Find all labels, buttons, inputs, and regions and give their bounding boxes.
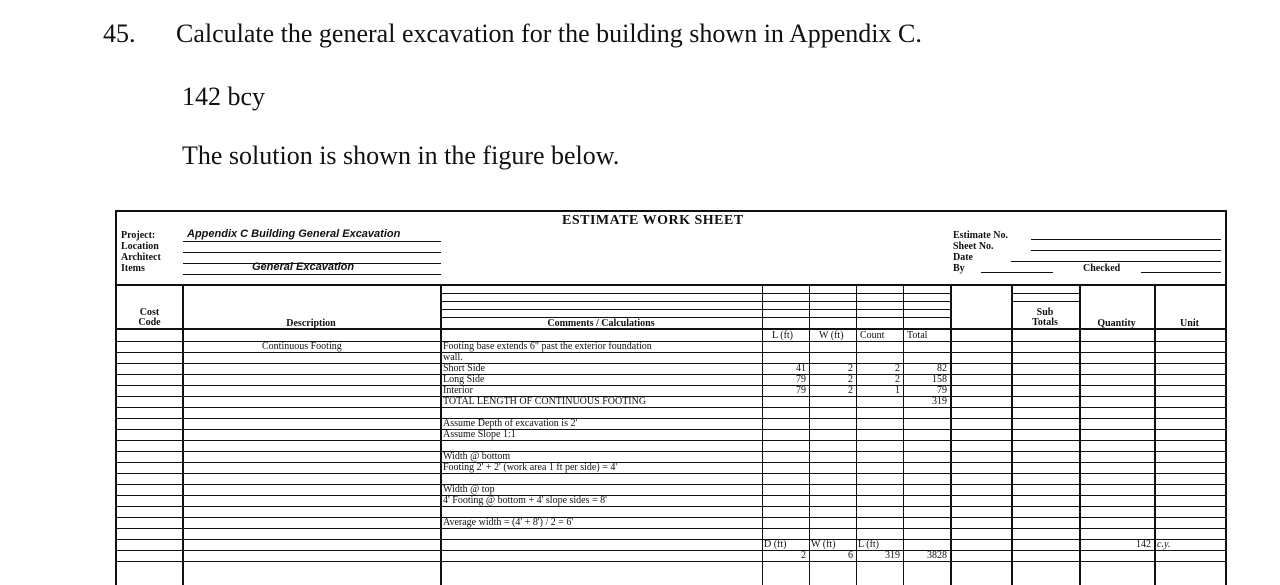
row-line <box>117 385 1225 386</box>
estimate-work-sheet <box>115 210 1227 585</box>
calc-cell-w: 2 <box>848 374 853 385</box>
comment-cell: Assume Slope 1:1 <box>443 429 516 440</box>
label-date: Date <box>953 252 973 263</box>
col-line-w <box>809 285 810 585</box>
row-line <box>117 396 1225 397</box>
comment-cell: Footing base extends 6" past the exterior foundation <box>443 341 652 352</box>
label-estimate-no: Estimate No. <box>953 230 1008 241</box>
comment-cell: TOTAL LENGTH OF CONTINUOUS FOOTING <box>443 396 647 407</box>
comment-cell: Long Side <box>443 374 485 385</box>
hdr-grid-line <box>440 309 950 310</box>
architect-underline <box>183 263 441 264</box>
row-line <box>117 352 1225 353</box>
label-project: Project: <box>121 230 156 241</box>
project-value: Appendix C Building General Excavation <box>187 228 401 240</box>
description-cell: Continuous Footing <box>262 341 342 352</box>
calc-cell-w: W (ft) <box>811 539 836 550</box>
col-line-subtotals <box>1011 285 1013 585</box>
calc-cell-count: 2 <box>895 363 900 374</box>
calc-header-count: Count <box>860 330 885 341</box>
estimate-no-line <box>1031 239 1221 240</box>
col-header-code: Code <box>138 317 161 328</box>
question-number: 45. <box>103 19 136 48</box>
row-line <box>117 407 1225 408</box>
comment-cell: wall. <box>443 352 463 363</box>
hdr-grid-line <box>440 301 950 302</box>
calc-cell-l: 41 <box>796 363 806 374</box>
sheet-title: ESTIMATE WORK SHEET <box>562 213 744 228</box>
label-location: Location <box>121 241 159 252</box>
col-line-l <box>762 285 763 585</box>
location-underline <box>183 252 441 253</box>
calc-cell-total: 158 <box>932 374 947 385</box>
col-line-unit <box>1154 285 1156 585</box>
calc-cell-w: 6 <box>848 550 853 561</box>
col-header-cost: Cost <box>139 307 160 318</box>
comment-cell: Short Side <box>443 363 485 374</box>
date-line <box>1011 261 1221 262</box>
calc-cell-total: 3828 <box>927 550 947 561</box>
result-quantity: 142 <box>1136 539 1151 550</box>
solution-note: The solution is shown in the figure below. <box>182 141 620 170</box>
comment-cell: Width @ bottom <box>443 451 511 462</box>
row-line <box>117 495 1225 496</box>
comment-cell: 4' Footing @ bottom + 4' slope sides = 8' <box>443 495 607 506</box>
calc-header-w: W (ft) <box>819 330 844 341</box>
checked-line <box>1141 272 1221 273</box>
row-line <box>117 561 1225 562</box>
col-header-quantity: Quantity <box>1097 318 1136 329</box>
calc-cell-l: D (ft) <box>764 539 787 550</box>
calc-header-l: L (ft) <box>772 330 794 341</box>
comment-cell: Interior <box>443 385 473 396</box>
calc-header-total: Total <box>907 330 928 341</box>
calc-cell-total: 79 <box>937 385 947 396</box>
calc-cell-w: 2 <box>848 385 853 396</box>
label-items: Items <box>121 263 145 274</box>
row-line <box>117 528 1225 529</box>
row-line <box>117 451 1225 452</box>
col-header-totals: Totals <box>1032 317 1058 328</box>
question-text: Calculate the general excavation for the building shown in Appendix C. <box>176 19 922 48</box>
label-by: By <box>953 263 965 274</box>
items-value: General Excavation <box>252 261 355 273</box>
row-line <box>117 363 1225 364</box>
row-line <box>117 473 1225 474</box>
result-unit: c.y. <box>1157 539 1171 550</box>
calc-cell-count: 319 <box>885 550 900 561</box>
calc-cell-l: 79 <box>796 374 806 385</box>
row-line <box>117 440 1225 441</box>
col-header-comments: Comments / Calculations <box>547 318 655 329</box>
calc-cell-total: 82 <box>937 363 947 374</box>
row-line <box>117 429 1225 430</box>
col-line-total <box>903 285 904 585</box>
col-line-desc <box>440 285 442 585</box>
comment-cell: Width @ top <box>443 484 495 495</box>
calc-cell-total: 319 <box>932 396 947 407</box>
col-header-unit: Unit <box>1180 318 1199 329</box>
row-line <box>117 506 1225 507</box>
calc-cell-count: L (ft) <box>858 539 880 550</box>
row-line <box>117 539 1225 540</box>
hdr-grid-line <box>440 293 950 294</box>
comment-cell: Footing 2' + 2' (work area 1 ft per side) = 4' <box>443 462 618 473</box>
row-line <box>117 484 1225 485</box>
calc-cell-count: 2 <box>895 374 900 385</box>
sheet-no-line <box>1031 250 1221 251</box>
calc-cell-count: 1 <box>895 385 900 396</box>
label-sheet-no: Sheet No. <box>953 241 994 252</box>
hdr-grid-line <box>1011 301 1079 302</box>
calc-cell-l: 2 <box>801 550 806 561</box>
col-line-count <box>856 285 857 585</box>
items-underline <box>183 274 441 275</box>
hdr-grid-line <box>1011 293 1079 294</box>
label-architect: Architect <box>121 252 161 263</box>
comment-cell: Assume Depth of excavation is 2' <box>443 418 578 429</box>
by-line <box>981 272 1053 273</box>
col-line-cost <box>182 285 184 585</box>
answer-text: 142 bcy <box>182 82 266 111</box>
calc-cell-l: 79 <box>796 385 806 396</box>
column-header-divider <box>117 328 1225 330</box>
project-underline <box>183 241 441 242</box>
row-line <box>117 418 1225 419</box>
row-line <box>117 517 1225 518</box>
col-header-sub: Sub <box>1036 307 1054 318</box>
row-line <box>117 550 1225 551</box>
comment-cell: Average width = (4' + 8') / 2 = 6' <box>443 517 574 528</box>
header-divider <box>117 284 1225 286</box>
col-header-description: Description <box>286 318 336 329</box>
col-line-calc-end <box>950 285 952 585</box>
calc-cell-w: 2 <box>848 363 853 374</box>
row-line <box>117 462 1225 463</box>
label-checked: Checked <box>1083 263 1121 274</box>
row-line <box>117 374 1225 375</box>
